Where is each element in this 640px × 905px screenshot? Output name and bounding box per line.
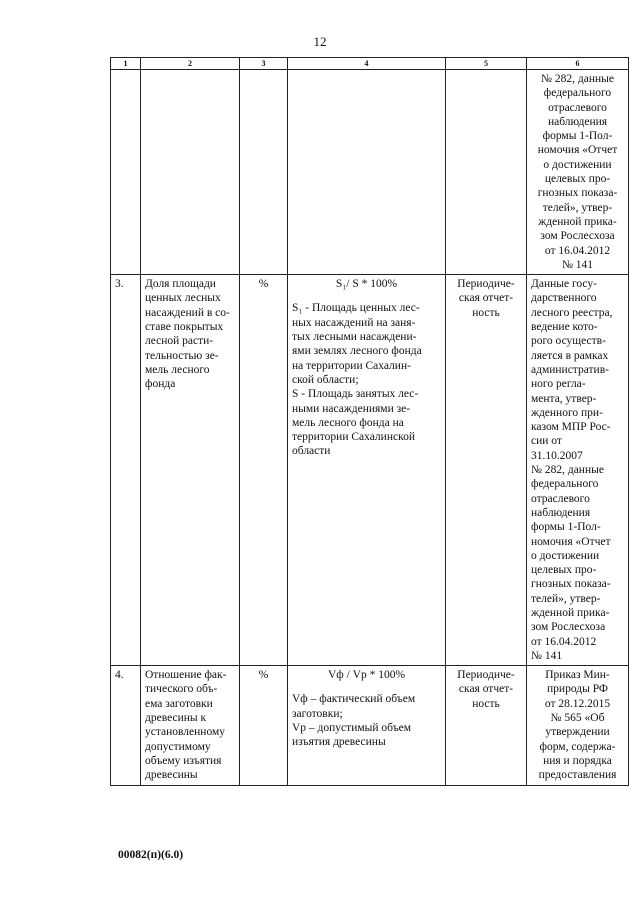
col-header-5: 5	[446, 58, 527, 70]
indicator-table	[110, 57, 629, 786]
formula-description: S₁ - Площадь ценных лес- ных насаждений на заня- тых лесными насаждени- ями землях лесного фонда на территории Сахалин- ской области; S - Площадь занятых лес- ными насаждениями зе- мель лесного фонда на территории Сахалинской области	[292, 302, 422, 458]
column-number-row	[111, 58, 629, 70]
formula-cell	[288, 666, 446, 785]
source-cell: № 282, данные федерального отраслевого наблюдения формы 1-Пол- номочия «Отчет о достижении целевых про- гнозных показа- телей», утвер- жденной прика- зом Рослесхоза от 16.04.2012 № 141	[527, 70, 629, 275]
formula: S₁/ S * 100%	[335, 278, 398, 291]
unit-cell: %	[240, 666, 288, 785]
table-row-continuation	[111, 70, 629, 275]
col-header-3: 3	[240, 58, 288, 70]
col-header-6: 6	[527, 58, 629, 70]
col-header-2: 2	[141, 58, 240, 70]
table-row	[111, 275, 629, 666]
indicator-name: Отношение фак- тического объ- ема заготовки древесины к установленному допустимому объему изъятия древесины	[141, 666, 240, 785]
formula: Vф / Vр * 100%	[327, 669, 406, 682]
table-row	[111, 666, 629, 785]
document-code: 00082(п)(6.0)	[118, 849, 184, 861]
formula-cell	[288, 275, 446, 666]
periodicity-cell: Периодиче- ская отчет- ность	[446, 275, 527, 666]
indicator-name: Доля площади ценных лесных насаждений в со- ставе покрытых лесной расти- тельностью зе- мель лесного фонда	[141, 275, 240, 666]
source-cell: Приказ Мин- природы РФ от 28.12.2015 № 565 «Об утверждении форм, содержа- ния и порядка предоставления	[527, 666, 629, 785]
source-cell: Данные госу- дарственного лесного реестра, ведение кото- рого осуществ- ляется в рамках административ- ного регла- мента, утвер- жденного при- казом МПР Рос- сии от 31.10.2007 № 282, данные федерального отраслевого наблюдения формы 1-Пол- номочия «Отчет о достижении целевых про- гнозных показа- телей», утвер- жденной прика- зом Рослесхоза от 16.04.2012 № 141	[527, 275, 629, 666]
col-header-1: 1	[111, 58, 141, 70]
unit-cell: %	[240, 275, 288, 666]
col-header-4: 4	[288, 58, 446, 70]
page-number: 12	[313, 34, 327, 49]
periodicity-cell: Периодиче- ская отчет- ность	[446, 666, 527, 785]
row-number: 3.	[111, 275, 141, 666]
formula-description: Vф – фактический объем заготовки; Vр – допустимый объем изъятия древесины	[292, 693, 416, 749]
row-number: 4.	[111, 666, 141, 785]
